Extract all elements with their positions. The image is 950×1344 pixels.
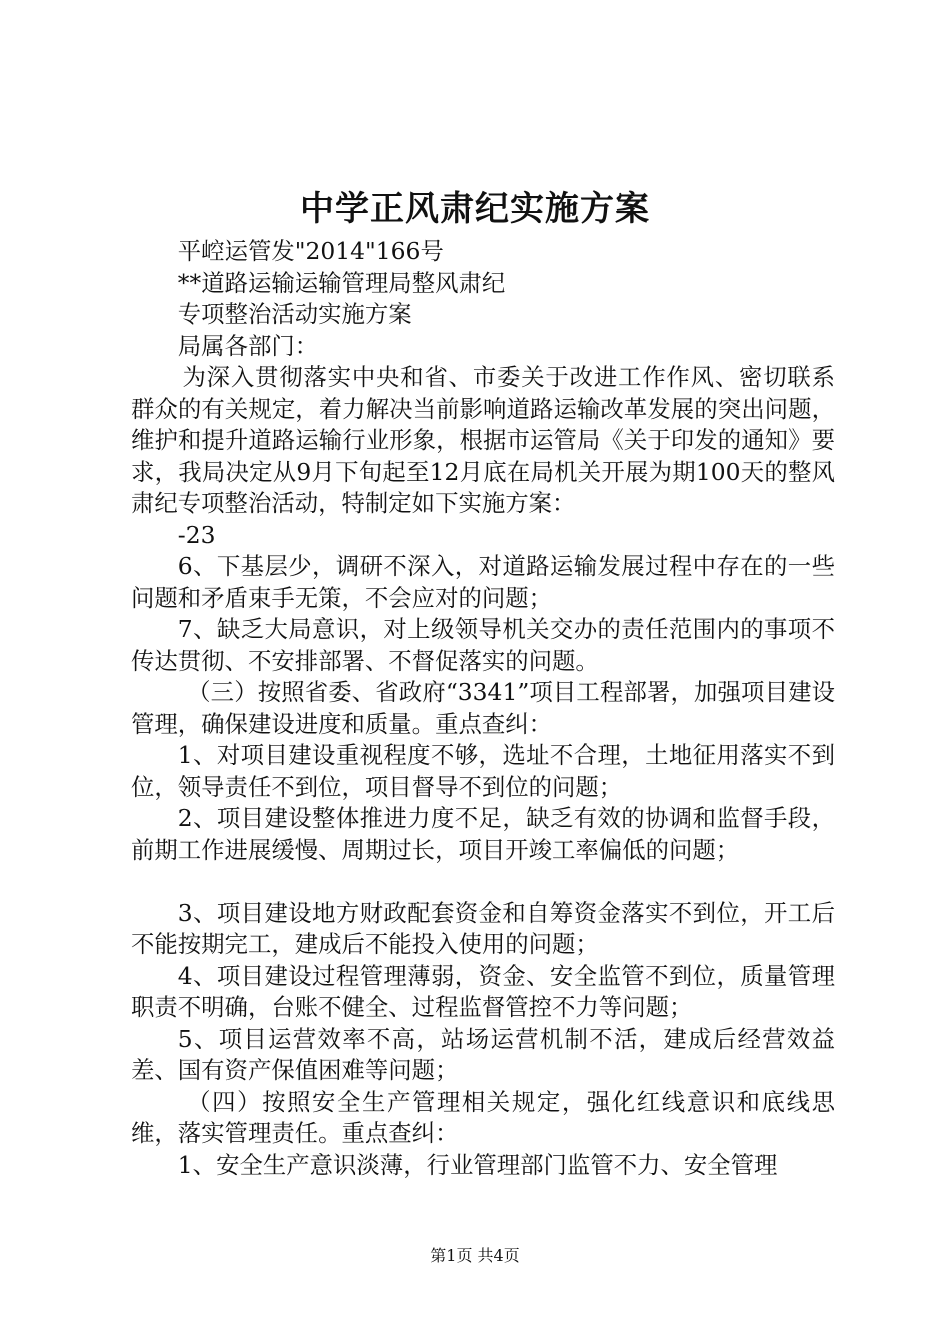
paragraph-item: 4、项目建设过程管理薄弱，资金、安全监管不到位，质量管理职责不明确，台账不健全、过程监督管控不力等问题；	[131, 961, 835, 1021]
paragraph-item: 1、安全生产意识淡薄，行业管理部门监管不力、安全管理	[177, 1150, 778, 1179]
paragraph-spacer	[131, 866, 835, 898]
page-footer: 第1页 共4页	[430, 1246, 520, 1265]
paragraph-marker: -23	[177, 520, 216, 549]
paragraph-issuer: **道路运输运输管理局整风肃纪	[177, 268, 506, 297]
paragraph-subtitle: 专项整治活动实施方案	[177, 300, 412, 328]
paragraph-doc-number: 平崆运管发"2014"166号	[177, 237, 444, 265]
paragraph-item: 1、对项目建设重视程度不够，选址不合理，土地征用落实不到位，领导责任不到位，项目督导不到位的问题；	[131, 741, 835, 801]
paragraph-item: 2、项目建设整体推进力度不足，缺乏有效的协调和监督手段，前期工作进展缓慢、周期过长，项目开竣工率偏低的问题；	[131, 804, 835, 864]
paragraph-item: 7、缺乏大局意识，对上级领导机关交办的责任范围内的事项不传达贯彻、不安排部署、不督促落实的问题。	[131, 615, 835, 675]
paragraph-item: 3、项目建设地方财政配套资金和自筹资金落实不到位，开工后不能按期完工，建成后不能投入使用的问题；	[131, 898, 835, 958]
paragraph-section-heading: （四）按照安全生产管理相关规定，强化红线意识和底线思维，落实管理责任。重点查纠：	[131, 1087, 835, 1147]
paragraph-section-heading: （三）按照省委、省政府“3341”项目工程部署，加强项目建设管理，确保建设进度和质量。重点查纠：	[131, 678, 835, 738]
paragraph-item: 6、下基层少，调研不深入，对道路运输发展过程中存在的一些问题和矛盾束手无策，不会应对的问题；	[131, 552, 835, 612]
document-body	[131, 236, 835, 1181]
paragraph-intro: 为深入贯彻落实中央和省、市委关于改进工作作风、密切联系群众的有关规定，着力解决当前影响道路运输改革发展的突出问题，维护和提升道路运输行业形象，根据市运管局《关于印发的通知》要求，我局决定从9月下旬起至12月底在局机关开展为期100天的整风肃纪专项整治活动，特制定如下实施方案：	[131, 363, 835, 517]
paragraph-addressee: 局属各部门：	[177, 331, 319, 360]
document-title: 中学正风肃纪实施方案	[300, 189, 650, 229]
paragraph-item: 5、项目运营效率不高，站场运营机制不活，建成后经营效益差、国有资产保值困难等问题；	[131, 1024, 835, 1084]
